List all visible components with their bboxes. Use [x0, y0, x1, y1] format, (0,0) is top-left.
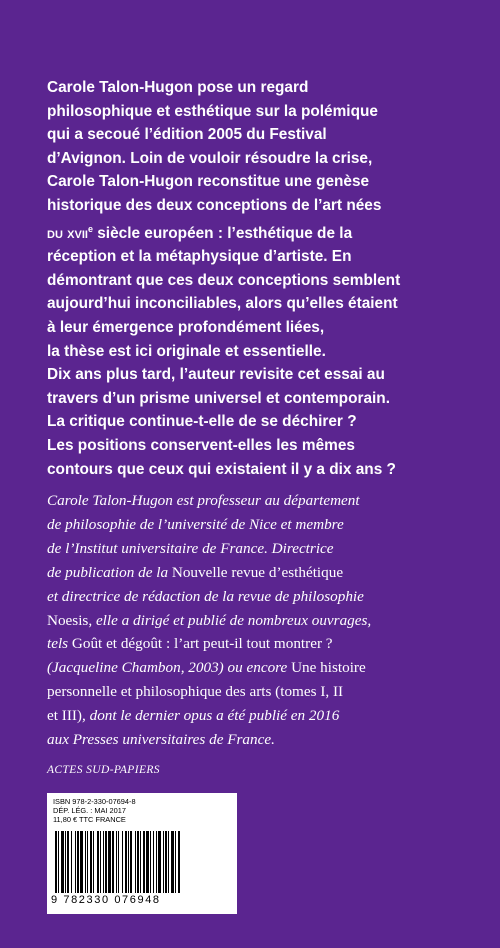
- bio-line: [47, 609, 467, 633]
- price: 11,80 € TTC FRANCE: [53, 815, 126, 825]
- journal-title: Nouvelle revue d’esthétique: [171, 563, 344, 581]
- blurb-line: Les positions conservent-elles les mêmes: [47, 437, 355, 455]
- bio-text: tels: [47, 635, 72, 653]
- century-text: du xvii: [47, 224, 88, 242]
- barcode-digits: 9 782330 076948: [51, 894, 161, 906]
- publisher-name: ACTES SUD-PAPIERS: [47, 764, 160, 776]
- bio-line: [47, 632, 467, 656]
- bio-line: [47, 537, 467, 561]
- bio-text: ou encore: [223, 659, 292, 677]
- book-title: et III): [47, 707, 82, 725]
- blurb-line: [47, 218, 467, 246]
- bio-line: [47, 680, 467, 704]
- blurb-line: Carole Talon-Hugon reconstitue une genèse: [47, 173, 370, 191]
- barcode-icon: [53, 831, 231, 893]
- blurb-line: La critique continue-t-elle de se déchirer ?: [47, 413, 357, 431]
- bio-text: et directrice de rédaction de la revue de philosophie: [47, 587, 364, 605]
- bio-line: [47, 585, 467, 609]
- blurb-line: contours que ceux qui existaient il y a dix ans ?: [47, 460, 396, 478]
- isbn-info: [53, 797, 136, 825]
- blurb-line: d’Avignon. Loin de vouloir résoudre la crise,: [47, 149, 373, 167]
- blurb-line: qui a secoué l’édition 2005 du Festival: [47, 126, 327, 144]
- book-title: personnelle et philosophique des arts (tomes I, II: [47, 683, 344, 701]
- blurb-line: historique des deux conceptions de l’art nées: [47, 196, 382, 214]
- bio-text: de l’Institut universitaire de France. Directrice: [47, 539, 334, 557]
- journal-title: Noesis,: [47, 611, 93, 629]
- blurb-line: réception et la métaphysique d’artiste. En: [47, 248, 352, 266]
- blurb-line: démontrant que ces deux conceptions semblent: [47, 271, 401, 289]
- author-bio: [47, 489, 467, 752]
- blurb-line: aujourd’hui inconciliables, alors qu’elles étaient: [47, 295, 398, 313]
- blurb-line-rest: siècle européen : l’esthétique de la: [92, 224, 353, 242]
- isbn-number: ISBN 978-2-330-07694-8: [53, 797, 136, 806]
- bio-text: de philosophie de l’université de Nice et membre: [47, 515, 344, 533]
- blurb-line: Dix ans plus tard, l’auteur revisite cet essai au: [47, 366, 385, 384]
- blurb-line: Carole Talon-Hugon pose un regard: [47, 79, 309, 96]
- bio-text: Carole Talon-Hugon est professeur au département: [47, 492, 360, 509]
- bio-line: [47, 489, 467, 513]
- bio-line: [47, 656, 467, 680]
- isbn-box: [47, 793, 237, 914]
- bio-line: [47, 513, 467, 537]
- blurb-line: la thèse est ici originale et essentielle.: [47, 342, 326, 360]
- bio-text: , dont le dernier opus a été publié en 2016: [82, 707, 340, 725]
- bio-line: [47, 704, 467, 728]
- blurb-line: à leur émergence profondément liées,: [47, 319, 325, 337]
- blurb-line: philosophique et esthétique sur la polémique: [47, 102, 378, 120]
- bio-line: [47, 561, 467, 585]
- book-title: Goût et dégoût : l’art peut-il tout montrer ?: [71, 635, 333, 653]
- bio-text: (Jacqueline Chambon, 2003): [47, 659, 224, 677]
- bio-text: aux Presses universitaires de France.: [47, 731, 275, 749]
- bio-text: elle a dirigé et publié de nombreux ouvrages,: [92, 611, 372, 629]
- legal-deposit: DÉP. LÉG. : MAI 2017: [53, 806, 126, 816]
- blurb-text: [47, 76, 467, 481]
- century-superscript: e: [87, 223, 93, 234]
- book-title: Une histoire: [291, 659, 366, 677]
- bio-line: [47, 728, 467, 752]
- bio-text: de publication de la: [47, 563, 172, 581]
- blurb-line: travers d’un prisme universel et contemporain.: [47, 389, 390, 407]
